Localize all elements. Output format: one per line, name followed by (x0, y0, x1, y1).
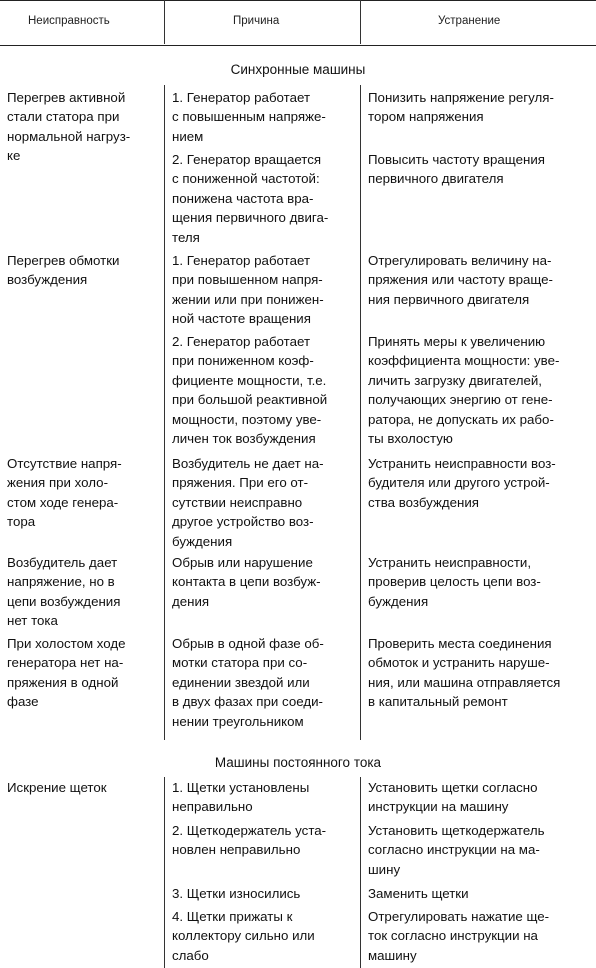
fault-cell (7, 454, 122, 532)
text-line: Повысить частоту вращения (368, 152, 545, 167)
text-line: дения (172, 593, 210, 609)
text-line: Обрыв или нарушение (172, 555, 313, 570)
text-line: Возбудитель дает (7, 555, 118, 570)
cause-cell (172, 884, 300, 903)
text-line: генератора нет на- (7, 655, 124, 671)
fault-cell (7, 251, 119, 290)
text-line: ства возбуждения (368, 494, 479, 510)
text-line: с повышенным напряже- (172, 109, 326, 125)
text-line: Устранить неисправности, (368, 555, 532, 570)
text-line: Отрегулировать нажатие ще- (368, 909, 550, 924)
text-line: Понизить напряжение регуля- (368, 90, 554, 105)
text-line: пряжения или частоту враще- (368, 272, 553, 288)
text-line: коэффициента мощности: уве- (368, 353, 560, 369)
column-divider (164, 777, 165, 968)
text-line: ния, или машина отправляется (368, 674, 561, 690)
text-line: ной частоте вращения (172, 311, 311, 327)
text-line: пряжения. При его от- (172, 475, 309, 491)
text-line: 2. Щеткодержатель уста- (172, 823, 327, 838)
text-line: в капитальный ремонт (368, 694, 508, 710)
text-line: ратора, не допускать их рабо- (368, 411, 554, 427)
text-line: жения при холо- (7, 475, 109, 491)
column-divider (164, 85, 165, 740)
fix-cell (368, 553, 541, 611)
text-line: Принять меры к увеличению (368, 334, 546, 349)
fix-cell (368, 884, 469, 903)
cause-cell (172, 332, 327, 448)
text-line: сутствии неисправно (172, 494, 303, 510)
text-line: ке (7, 148, 21, 164)
header-divider (164, 0, 165, 44)
text-line: 1. Генератор работает (172, 90, 311, 105)
text-line: личить загрузку двигателей, (368, 372, 542, 388)
text-line: буждения (368, 593, 429, 609)
text-line: Искрение щеток (7, 780, 107, 795)
section-title-sync: Синхронные машины (230, 62, 366, 77)
fault-cell (7, 634, 126, 712)
text-line: обмоток и устранить наруше- (368, 655, 550, 671)
text-line: Перегрев активной (7, 90, 126, 105)
text-line: нении треугольником (172, 713, 304, 729)
text-line: Отсутствие напря- (7, 456, 122, 471)
text-line: Установить щетки согласно (368, 780, 538, 795)
header-cause: Причина (233, 15, 280, 27)
column-divider (360, 85, 361, 740)
text-line: первичного двигателя (368, 171, 504, 187)
fix-cell (368, 634, 560, 712)
text-line: стом ходе генера- (7, 494, 119, 510)
text-line: при пониженном коэф- (172, 353, 314, 369)
cause-cell (172, 821, 326, 860)
fix-cell (368, 821, 545, 879)
text-line: пряжения в одной (7, 674, 119, 690)
cause-cell (172, 454, 324, 551)
text-line: 1. Щетки установлены (172, 780, 310, 795)
cause-cell (172, 553, 321, 611)
text-line: Проверить места соединения (368, 636, 552, 651)
cause-cell (172, 88, 326, 146)
fault-cell (7, 88, 130, 166)
fix-cell (368, 150, 545, 189)
text-line: напряжение, но в (7, 574, 115, 590)
text-line: новлен неправильно (172, 842, 301, 858)
text-line: Отрегулировать величину на- (368, 253, 552, 268)
text-line: ток согласно инструкции на (368, 928, 538, 944)
text-line: При холостом ходе (7, 636, 126, 651)
text-line: инструкции на машину (368, 799, 509, 815)
text-line: коллектору сильно или (172, 928, 315, 944)
text-line: 4. Щетки прижаты к (172, 909, 293, 924)
text-line: ния первичного двигателя (368, 291, 530, 307)
text-line: нет тока (7, 613, 58, 629)
cause-cell (172, 907, 315, 965)
text-line: буждения (172, 533, 233, 549)
text-line: 2. Генератор вращается (172, 152, 322, 167)
text-line: нием (172, 128, 204, 144)
fix-cell (368, 907, 549, 965)
text-line: проверив целость цепи воз- (368, 574, 541, 590)
fix-cell (368, 251, 553, 309)
text-line: получающих энергию от гене- (368, 392, 553, 408)
text-line: будителя или другого устрой- (368, 475, 550, 491)
fault-cell (7, 553, 120, 631)
text-line: Установить щеткодержатель (368, 823, 545, 838)
fix-cell (368, 332, 559, 448)
text-line: 3. Щетки износились (172, 886, 301, 901)
text-line: другое устройство воз- (172, 514, 314, 530)
text-line: в двух фазах при соеди- (172, 694, 323, 710)
text-line: возбуждения (7, 272, 88, 288)
cause-cell (172, 150, 328, 247)
text-line: при большой реактивной (172, 392, 328, 408)
text-line: щения первичного двига- (172, 210, 329, 226)
text-line: 2. Генератор работает (172, 334, 311, 349)
header-fault: Неисправность (28, 15, 110, 27)
header-divider (360, 0, 361, 44)
text-line: Обрыв в одной фазе об- (172, 636, 324, 651)
cause-cell (172, 251, 324, 329)
text-line: Перегрев обмотки (7, 253, 120, 268)
text-line: шину (368, 861, 401, 877)
column-divider (360, 777, 361, 968)
text-line: Возбудитель не дает на- (172, 456, 324, 471)
text-line: неправильно (172, 799, 253, 815)
text-line: машину (368, 947, 417, 963)
fix-cell (368, 778, 538, 817)
text-line: цепи возбуждения (7, 593, 121, 609)
text-line: понижена частота вра- (172, 190, 314, 206)
text-line: фазе (7, 694, 39, 710)
text-line: слабо (172, 947, 209, 963)
text-line: стали статора при (7, 109, 120, 125)
fix-cell (368, 454, 556, 512)
fix-cell (368, 88, 554, 127)
text-line: ты вхолостую (368, 431, 453, 447)
text-line: с пониженной частотой: (172, 171, 320, 187)
text-line: Заменить щетки (368, 886, 469, 901)
text-line: мотки статора при со- (172, 655, 308, 671)
text-line: фициенте мощности, т.е. (172, 372, 327, 388)
text-line: нормальной нагруз- (7, 128, 131, 144)
text-line: мощности, поэтому уве- (172, 411, 322, 427)
text-line: при повышенном напря- (172, 272, 323, 288)
text-line: тора (7, 514, 36, 530)
section-title-dc: Машины постоянного тока (214, 755, 382, 770)
text-line: теля (172, 229, 200, 245)
text-line: тором напряжения (368, 109, 484, 125)
cause-cell (172, 778, 309, 817)
table-header (0, 0, 596, 46)
header-fix: Устранение (438, 15, 501, 27)
text-line: 1. Генератор работает (172, 253, 311, 268)
text-line: контакта в цепи возбуж- (172, 574, 321, 590)
text-line: Устранить неисправности воз- (368, 456, 556, 471)
text-line: согласно инструкции на ма- (368, 842, 540, 858)
cause-cell (172, 634, 324, 731)
text-line: единении звездой или (172, 674, 310, 690)
fault-cell (7, 778, 107, 797)
text-line: жении или при понижен- (172, 291, 324, 307)
text-line: личен ток возбуждения (172, 431, 316, 447)
